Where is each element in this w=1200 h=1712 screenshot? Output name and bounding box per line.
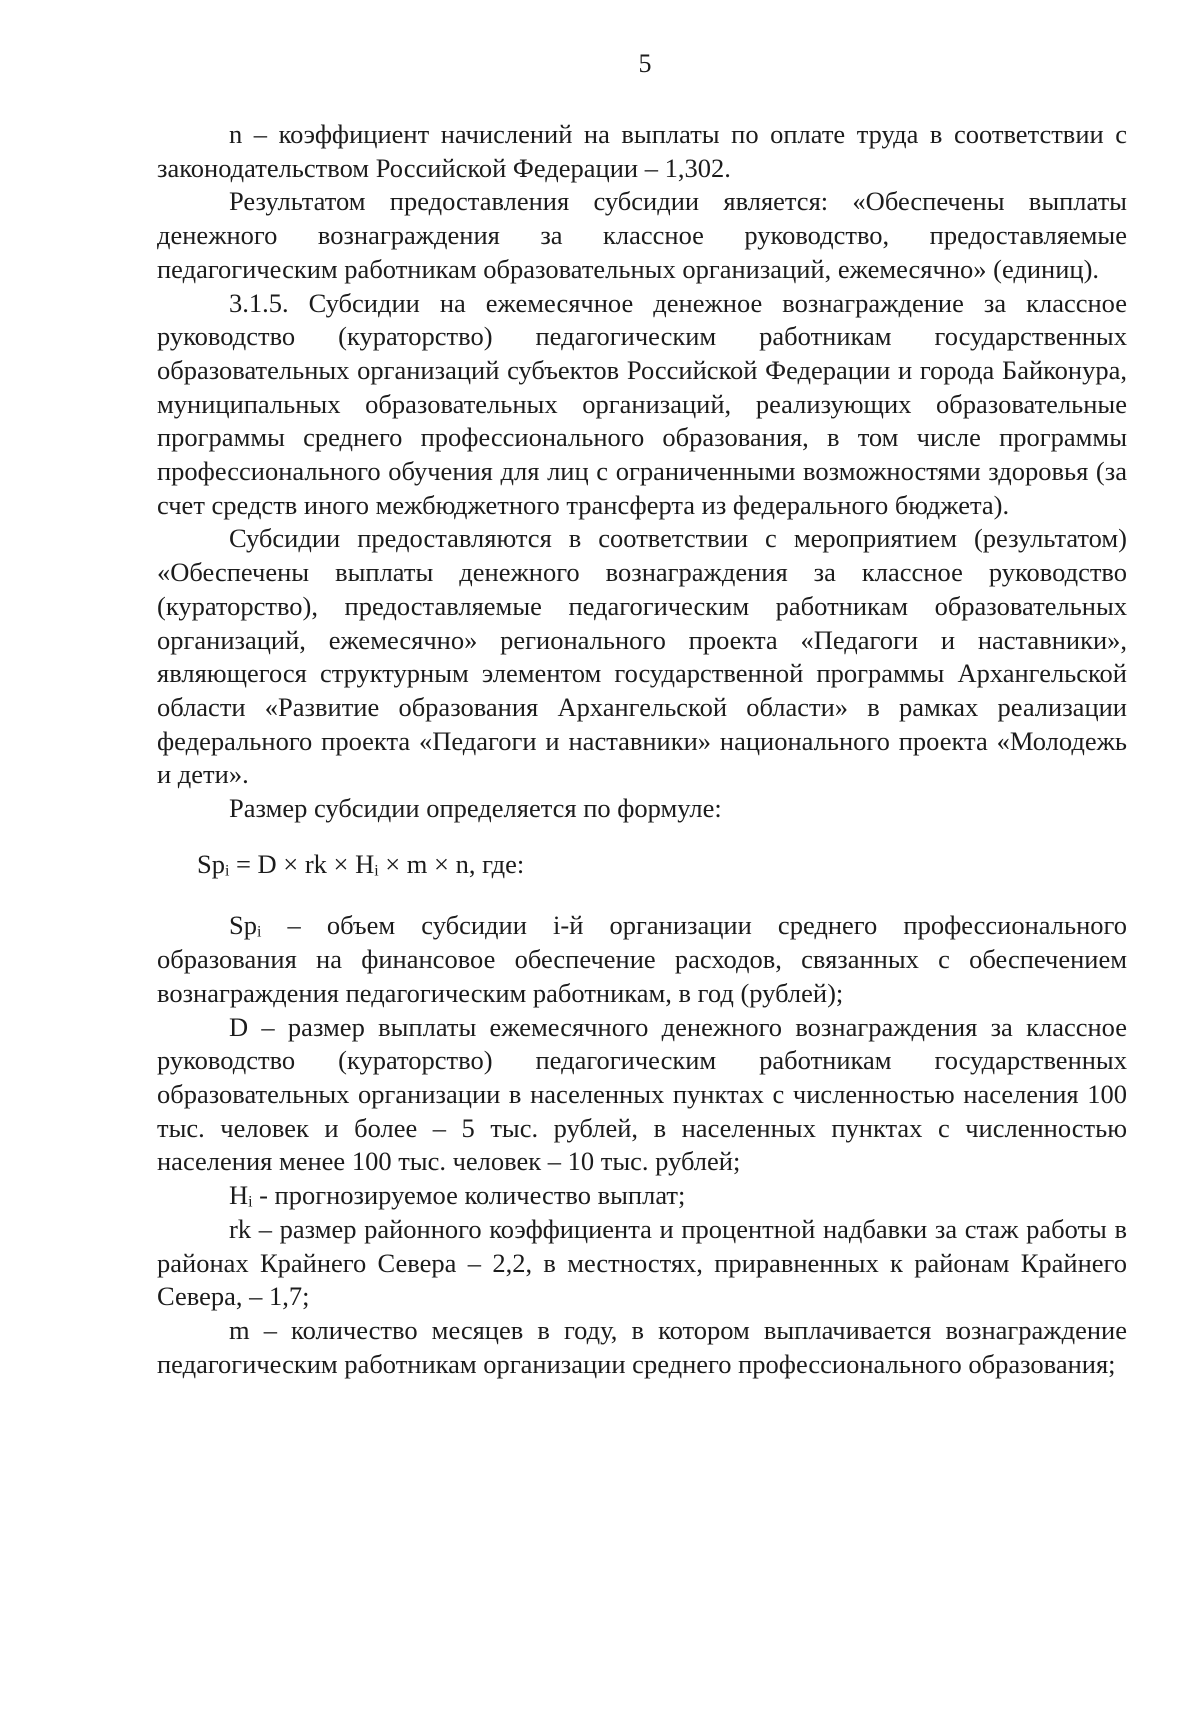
- subsidy-formula: Spᵢ = D × rk × Hᵢ × m × n, где:: [197, 848, 525, 879]
- document-body: [157, 118, 1127, 1381]
- paragraph-section-3-1-5: 3.1.5. Субсидии на ежемесячное денежное вознаграждение за классное руководство (кураторство) педагогическим работникам государственных образовательных организаций субъектов Российской Федерации и города Байконура, муниципальных образовательных организаций, реализующих образовательные программы среднего профессионального образования, в том числе программы профессионального обучения для лиц с ограниченными возможностями здоровья (за счет средств иного межбюджетного трансферта из федерального бюджета).: [157, 287, 1127, 520]
- definition-spi: Spᵢ – объем субсидии i-й организации среднего профессионального образования на финансовое обеспечение расходов, связанных с обеспечением вознаграждения педагогическим работникам, в год (рублей);: [157, 910, 1127, 1008]
- page-number: 5: [638, 49, 652, 78]
- definition-rk: rk – размер районного коэффициента и процентной надбавки за стаж работы в районах Крайнего Севера – 2,2, в местностях, приравненных к районам Крайнего Севера, – 1,7;: [157, 1213, 1127, 1312]
- definition-hi: Hᵢ - прогнозируемое количество выплат;: [229, 1180, 686, 1211]
- paragraph-subsidy-provision: Субсидии предоставляются в соответствии с мероприятием (результатом) «Обеспечены выплаты денежного вознаграждения за классное руководство (кураторство), предоставляемые педагогическим работникам образовательных организаций, ежемесячно» регионального проекта «Педагоги и наставники», являющегося структурным элементом государственной программы Архангельской области «Развитие образования Архангельской области» в рамках реализации федерального проекта «Педагоги и наставники» национального проекта «Молодежь и дети».: [157, 523, 1127, 790]
- definition-d: D – размер выплаты ежемесячного денежного вознаграждения за классное руководство (кураторство) педагогическим работникам государственных образовательных организации в населенных пунктах с численностью населения 100 тыс. человек и более – 5 тыс. рублей, в населенных пунктах с численностью населения менее 100 тыс. человек – 10 тыс. рублей;: [157, 1011, 1127, 1177]
- paragraph-coefficient-n: n – коэффициент начислений на выплаты по оплате труда в соответствии с законодательством Российской Федерации – 1,302.: [157, 119, 1127, 183]
- paragraph-formula-intro: Размер субсидии определяется по формуле:: [229, 793, 722, 824]
- paragraph-subsidy-result: Результатом предоставления субсидии является: «Обеспечены выплаты денежного вознаграждения за классное руководство, предоставляемые педагогическим работникам образовательных организаций, ежемесячно» (единиц).: [157, 186, 1127, 284]
- definition-m: m – количество месяцев в году, в котором выплачивается вознаграждение педагогическим работникам организации среднего профессионального образования;: [157, 1314, 1127, 1379]
